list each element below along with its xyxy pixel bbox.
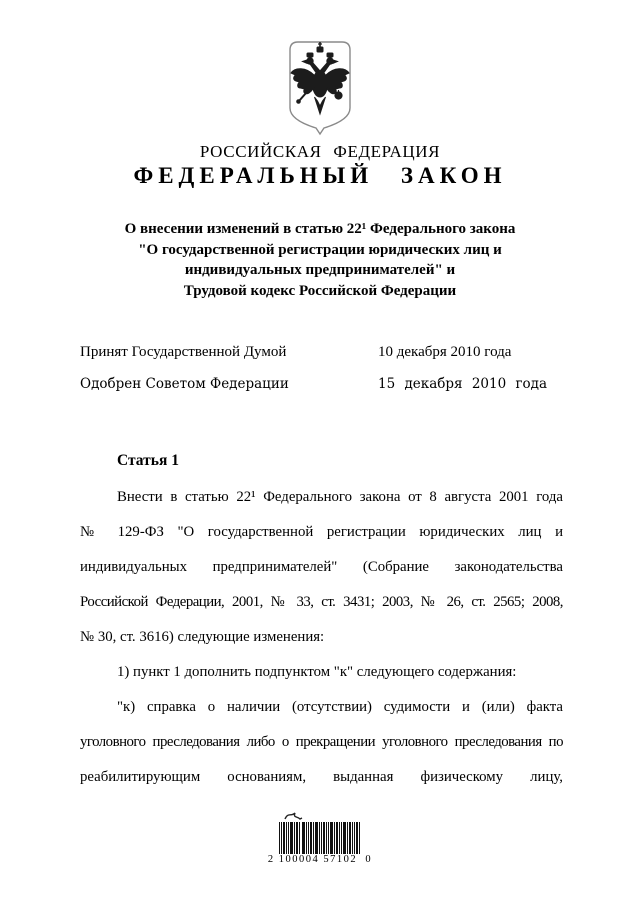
article-heading: Статья 1 [117, 452, 179, 469]
article-body [80, 480, 563, 795]
adoption-label: Одобрен Советом Федерации [80, 376, 289, 392]
body-line: "к) справка о наличии (отсутствии) судимости и (или) факта [117, 699, 563, 715]
body-line: 1) пункт 1 дополнить подпунктом "к" следующего содержания: [117, 664, 517, 680]
barcode [265, 810, 375, 865]
coat-of-arms-icon [282, 38, 358, 136]
barcode-squiggle-icon [283, 810, 305, 821]
body-line: индивидуальных предпринимателей" (Собрание законодательства [80, 559, 563, 575]
barcode-bars [279, 822, 361, 854]
body-line: реабилитирующим основаниям, выданная физическому лицу, [80, 769, 563, 785]
body-line: № 30, ст. 3616) следующие изменения: [80, 629, 325, 645]
body-line: № 129-ФЗ "О государственной регистрации юридических лиц и [80, 524, 563, 540]
adoption-date: 15 декабря 2010 года [378, 376, 548, 392]
adoption-block [80, 343, 562, 407]
barcode-digits: 2 100004 57102 0 [267, 854, 373, 865]
body-line: Российской Федерации, 2001, № 33, ст. 3431; 2003, № 26, ст. 2565; 2008, [80, 594, 563, 610]
country-name: РОССИЙСКАЯ ФЕДЕРАЦИЯ [199, 142, 441, 161]
law-title-line: Трудовой кодекс Российской Федерации [183, 282, 457, 299]
law-title-line: индивидуальных предпринимателей" и [184, 262, 456, 278]
body-line: уголовного преследования либо о прекращении уголовного преследования по [80, 734, 563, 750]
adoption-label: Принят Государственной Думой [80, 344, 287, 360]
law-title-line: О внесении изменений в статью 22¹ Федерального закона [124, 221, 516, 237]
adoption-row-federation-council [80, 375, 562, 394]
law-title-line: "О государственной регистрации юридических лиц и [138, 241, 502, 258]
document-type-title: ФЕДЕРАЛЬНЫЙ ЗАКОН [133, 163, 507, 188]
adoption-date: 10 декабря 2010 года [378, 344, 512, 360]
adoption-row-duma [80, 343, 562, 362]
body-line: Внести в статью 22¹ Федерального закона от 8 августа 2001 года [117, 489, 563, 505]
law-title [0, 219, 640, 301]
